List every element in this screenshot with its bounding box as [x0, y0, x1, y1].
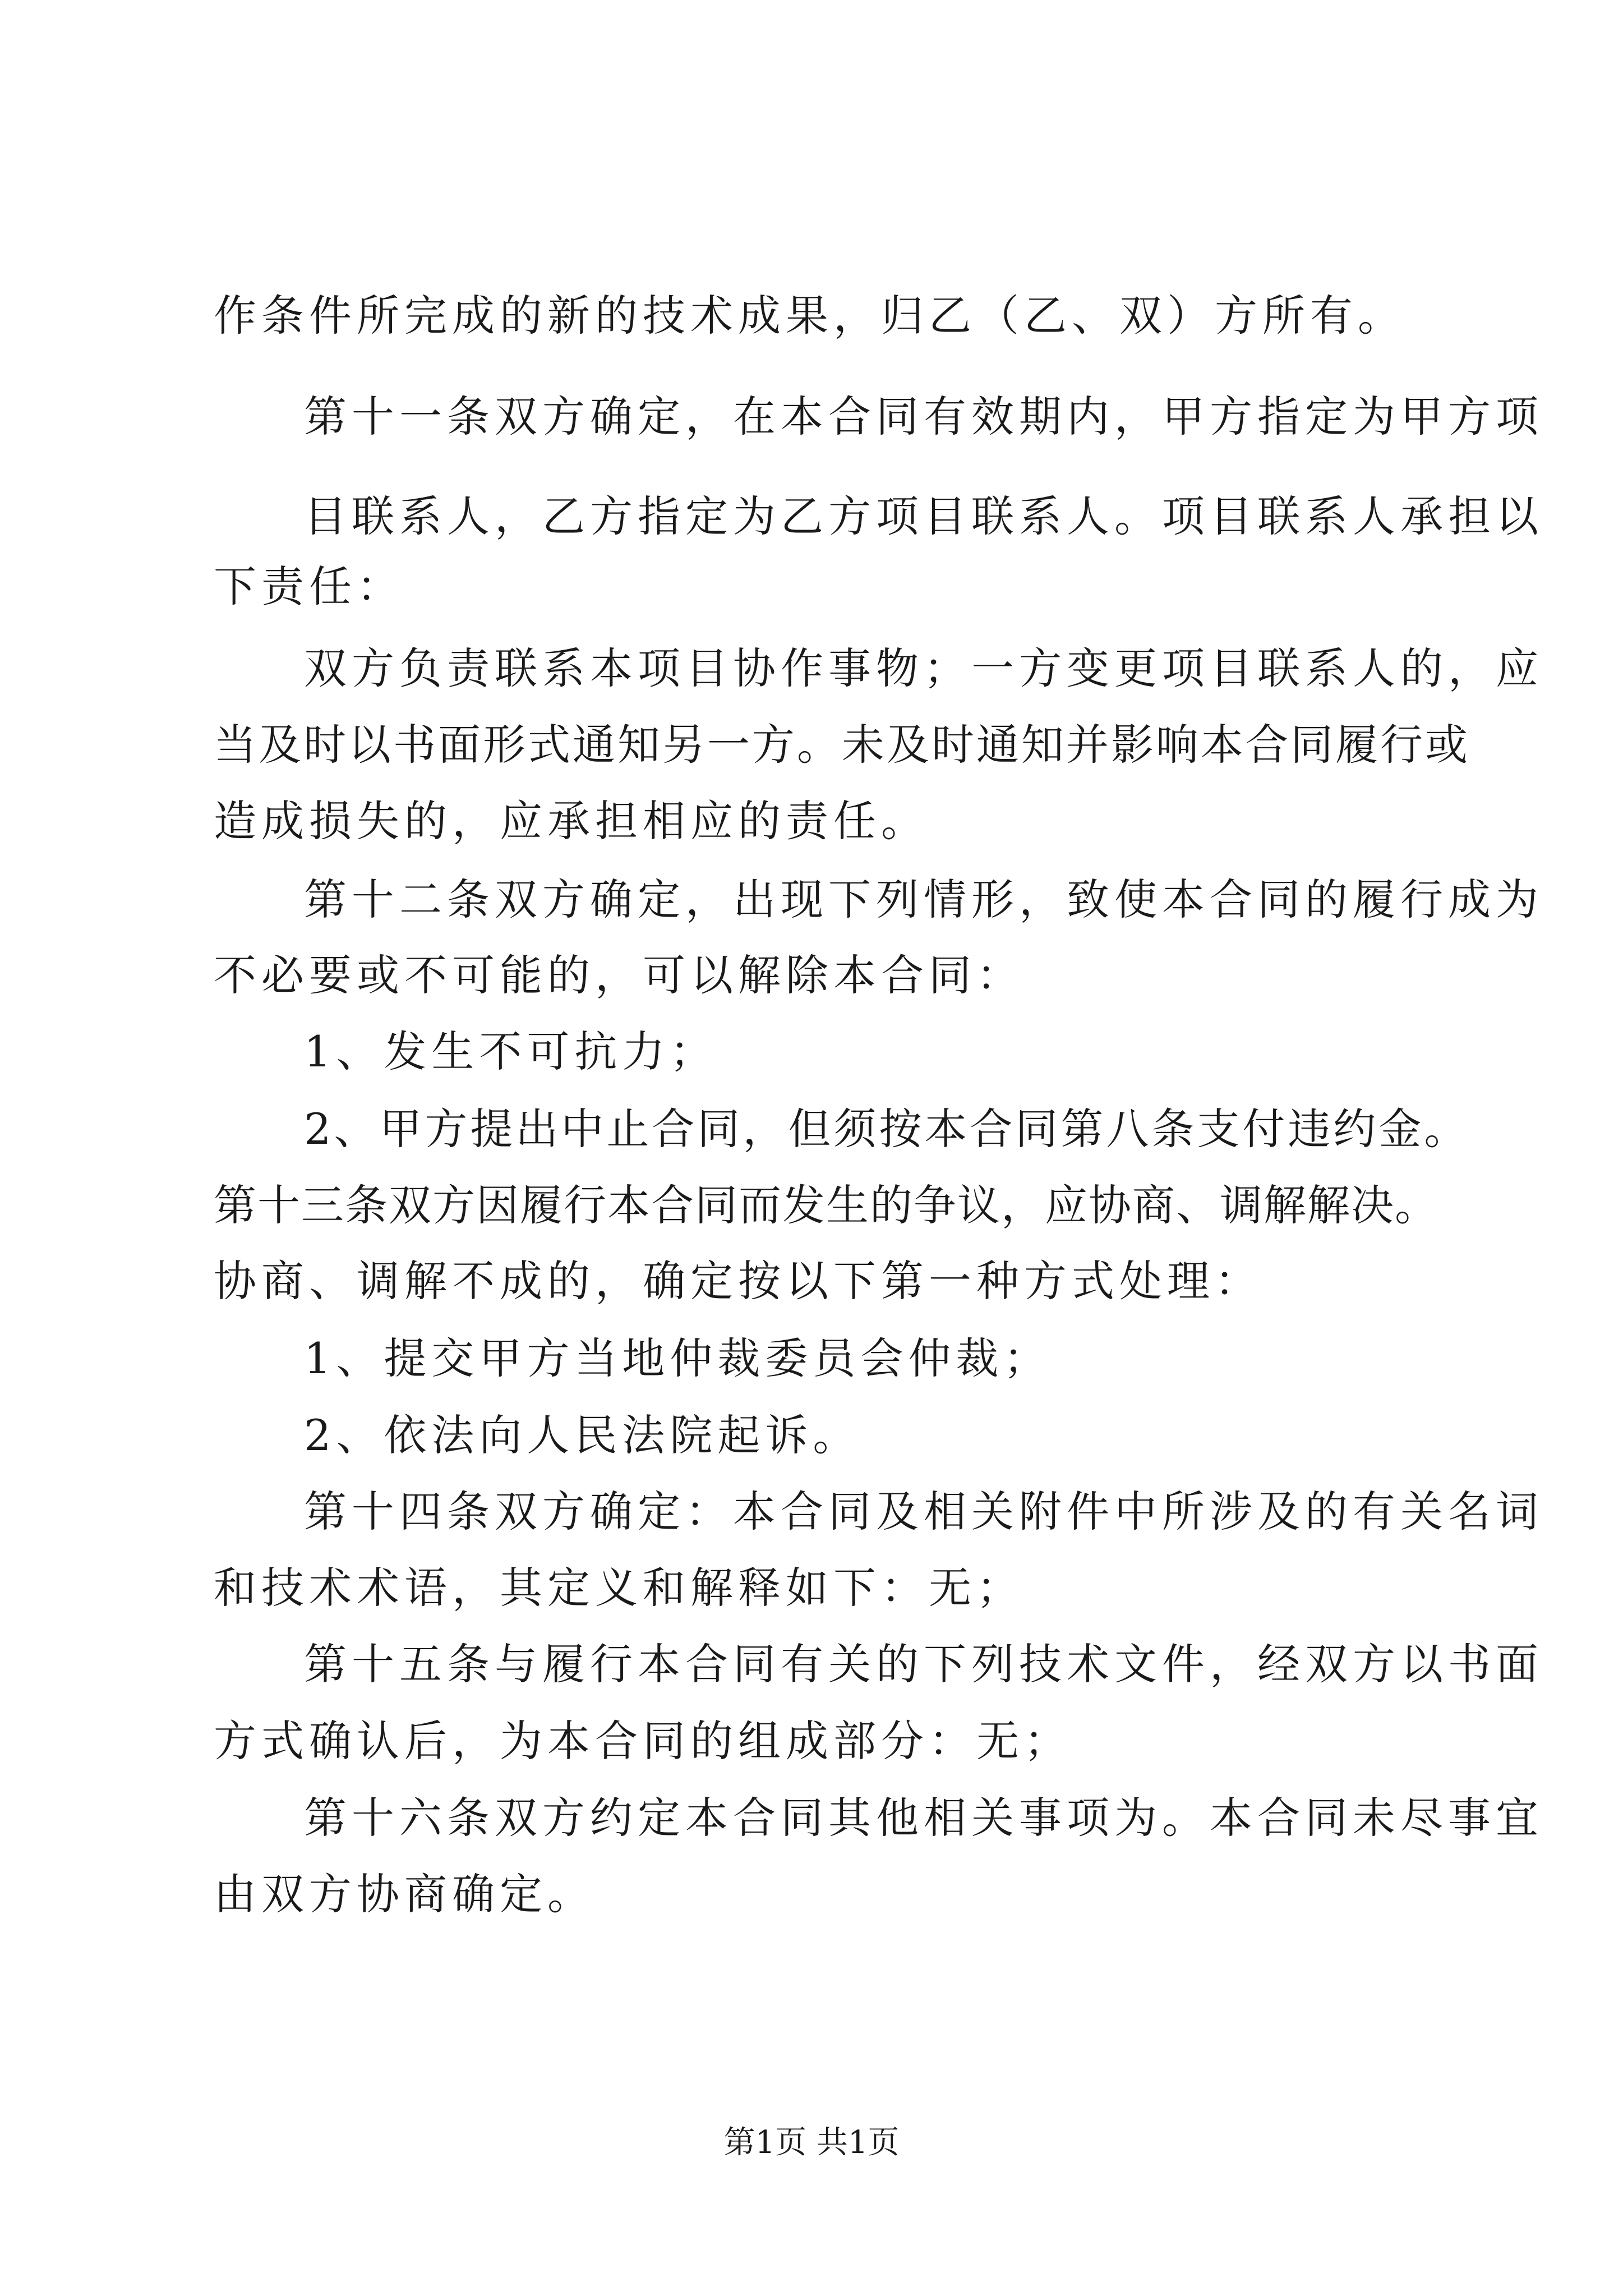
text-line: 作条件所完成的新的技术成果，归乙（乙、双）方所有。: [214, 291, 1405, 341]
text-line: 2、依法向人民法院起诉。: [304, 1410, 861, 1460]
text-line: 造成损失的，应承担相应的责任。: [214, 796, 929, 846]
text-line: 方式确认后，为本合同的组成部分：无；: [214, 1716, 1072, 1766]
text-line: 第十四条双方确定：本合同及相关附件中所涉及的有关名词: [304, 1487, 1543, 1536]
text-line: 目联系人，乙方指定为乙方项目联系人。项目联系人承担以: [304, 491, 1543, 541]
text-line: 第十一条双方确定，在本合同有效期内，甲方指定为甲方项: [304, 392, 1543, 441]
text-line: 2、甲方提出中止合同，但须按本合同第八条支付违约金。: [304, 1104, 1470, 1154]
text-line: 第十二条双方确定，出现下列情形，致使本合同的履行成为: [304, 875, 1543, 924]
text-line: 下责任：: [214, 562, 404, 611]
text-line: 第十五条与履行本合同有关的下列技术文件，经双方以书面: [304, 1639, 1543, 1689]
text-line: 双方负责联系本项目协作事物；一方变更项目联系人的，应: [304, 643, 1543, 693]
text-line: 第十六条双方约定本合同其他相关事项为。本合同未尽事宜: [304, 1793, 1543, 1843]
text-line: 1、提交甲方当地仲裁委员会仲裁；: [304, 1333, 1052, 1383]
text-line: 和技术术语，其定义和解释如下：无；: [214, 1563, 1024, 1613]
text-line: 由双方协商确定。: [214, 1869, 595, 1919]
page-footer: 第1页 共1页: [723, 2124, 900, 2161]
text-line: 1、发生不可抗力；: [304, 1027, 718, 1076]
text-line: 不必要或不可能的，可以解除本合同：: [214, 950, 1024, 1000]
text-line: 第十三条双方因履行本合同而发生的争议，应协商、调解解决。: [214, 1180, 1438, 1230]
text-line: 协商、调解不成的，确定按以下第一种方式处理：: [214, 1256, 1262, 1306]
text-line: 当及时以书面形式通知另一方。未及时通知并影响本合同履行或: [214, 720, 1470, 770]
